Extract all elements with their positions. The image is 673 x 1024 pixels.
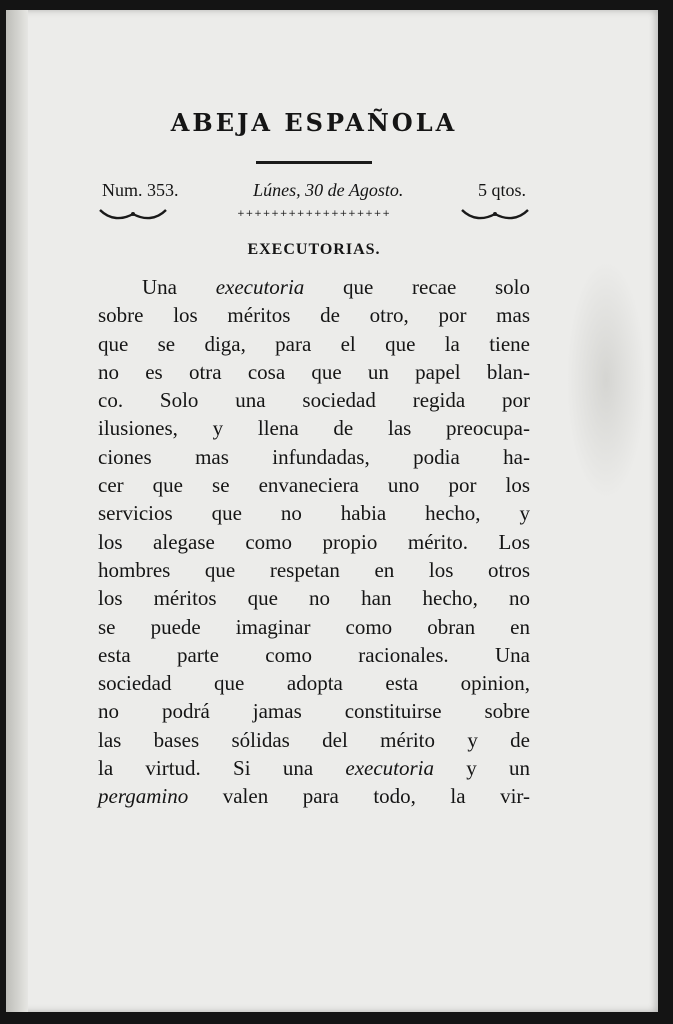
issue-price: 5 qtos. — [477, 180, 526, 200]
text-line — [98, 471, 530, 499]
italic-term: executoria — [345, 756, 435, 781]
text-segment: cer que se envaneciera uno por los — [98, 473, 530, 498]
text-segment: no podrá jamas constituirse sobre — [98, 699, 530, 724]
text-segment: ciones mas infundadas, podia ha- — [98, 444, 530, 469]
title-rule — [256, 161, 372, 164]
text-segment: sociedad que adopta esta opinion, — [98, 671, 530, 696]
book-page — [6, 10, 658, 1012]
text-segment: sobre los méritos de otro, por mas — [98, 303, 530, 328]
paper-stain — [566, 260, 646, 500]
issue-number: Num. 353. — [102, 180, 179, 200]
text-line — [98, 641, 530, 669]
page-text — [98, 100, 530, 811]
section-heading: EXECUTORIAS. — [247, 241, 381, 258]
text-line — [98, 754, 530, 782]
text-segment: co. Solo una sociedad regida por — [98, 388, 530, 413]
page-gutter — [6, 10, 28, 1012]
text-line — [98, 358, 530, 386]
text-segment: los alegase como propio mérito. Los — [98, 529, 530, 554]
text-line — [98, 782, 530, 810]
text-segment: valen para todo, la vir- — [188, 784, 530, 809]
cross-ornament: ++++++++++++++++++ — [237, 209, 391, 219]
text-segment: Una — [142, 275, 216, 299]
text-segment: ilusiones, y llena de las preocupa- — [98, 416, 530, 441]
text-segment: los méritos que no han hecho, no — [98, 586, 530, 611]
text-segment: se puede imaginar como obran en — [98, 614, 530, 639]
text-segment: y un — [434, 756, 531, 781]
text-line — [98, 584, 530, 612]
text-line — [98, 726, 530, 754]
text-segment: esta parte como racionales. Una — [98, 642, 530, 667]
periodical-title: ABEJA ESPAÑOLA — [170, 108, 458, 137]
left-flourish-icon — [98, 206, 168, 222]
issue-meta — [98, 180, 530, 201]
body-text — [98, 273, 530, 811]
text-segment: que se diga, para el que la tiene — [98, 331, 530, 356]
text-line — [98, 386, 530, 414]
text-line — [98, 414, 530, 442]
text-line — [98, 330, 530, 358]
text-segment: servicios que no habia hecho, y — [98, 501, 530, 526]
text-segment: que recae solo — [304, 275, 530, 299]
text-line — [98, 613, 530, 641]
text-line — [98, 443, 530, 471]
text-line — [98, 556, 530, 584]
text-segment: hombres que respetan en los otros — [98, 557, 530, 582]
ornament-row — [98, 203, 530, 225]
italic-term: executoria — [215, 275, 305, 299]
text-line — [98, 273, 530, 301]
text-line — [98, 669, 530, 697]
text-line — [98, 697, 530, 725]
text-line — [98, 499, 530, 527]
text-line — [98, 301, 530, 329]
issue-date: Lúnes, 30 de Agosto. — [253, 180, 404, 200]
text-segment: la virtud. Si una — [98, 756, 346, 781]
right-flourish-icon — [460, 206, 530, 222]
text-segment: las bases sólidas del mérito y de — [98, 727, 530, 752]
italic-term: pergamino — [98, 784, 189, 809]
text-line — [98, 528, 530, 556]
text-segment: no es otra cosa que un papel blan- — [98, 359, 530, 384]
